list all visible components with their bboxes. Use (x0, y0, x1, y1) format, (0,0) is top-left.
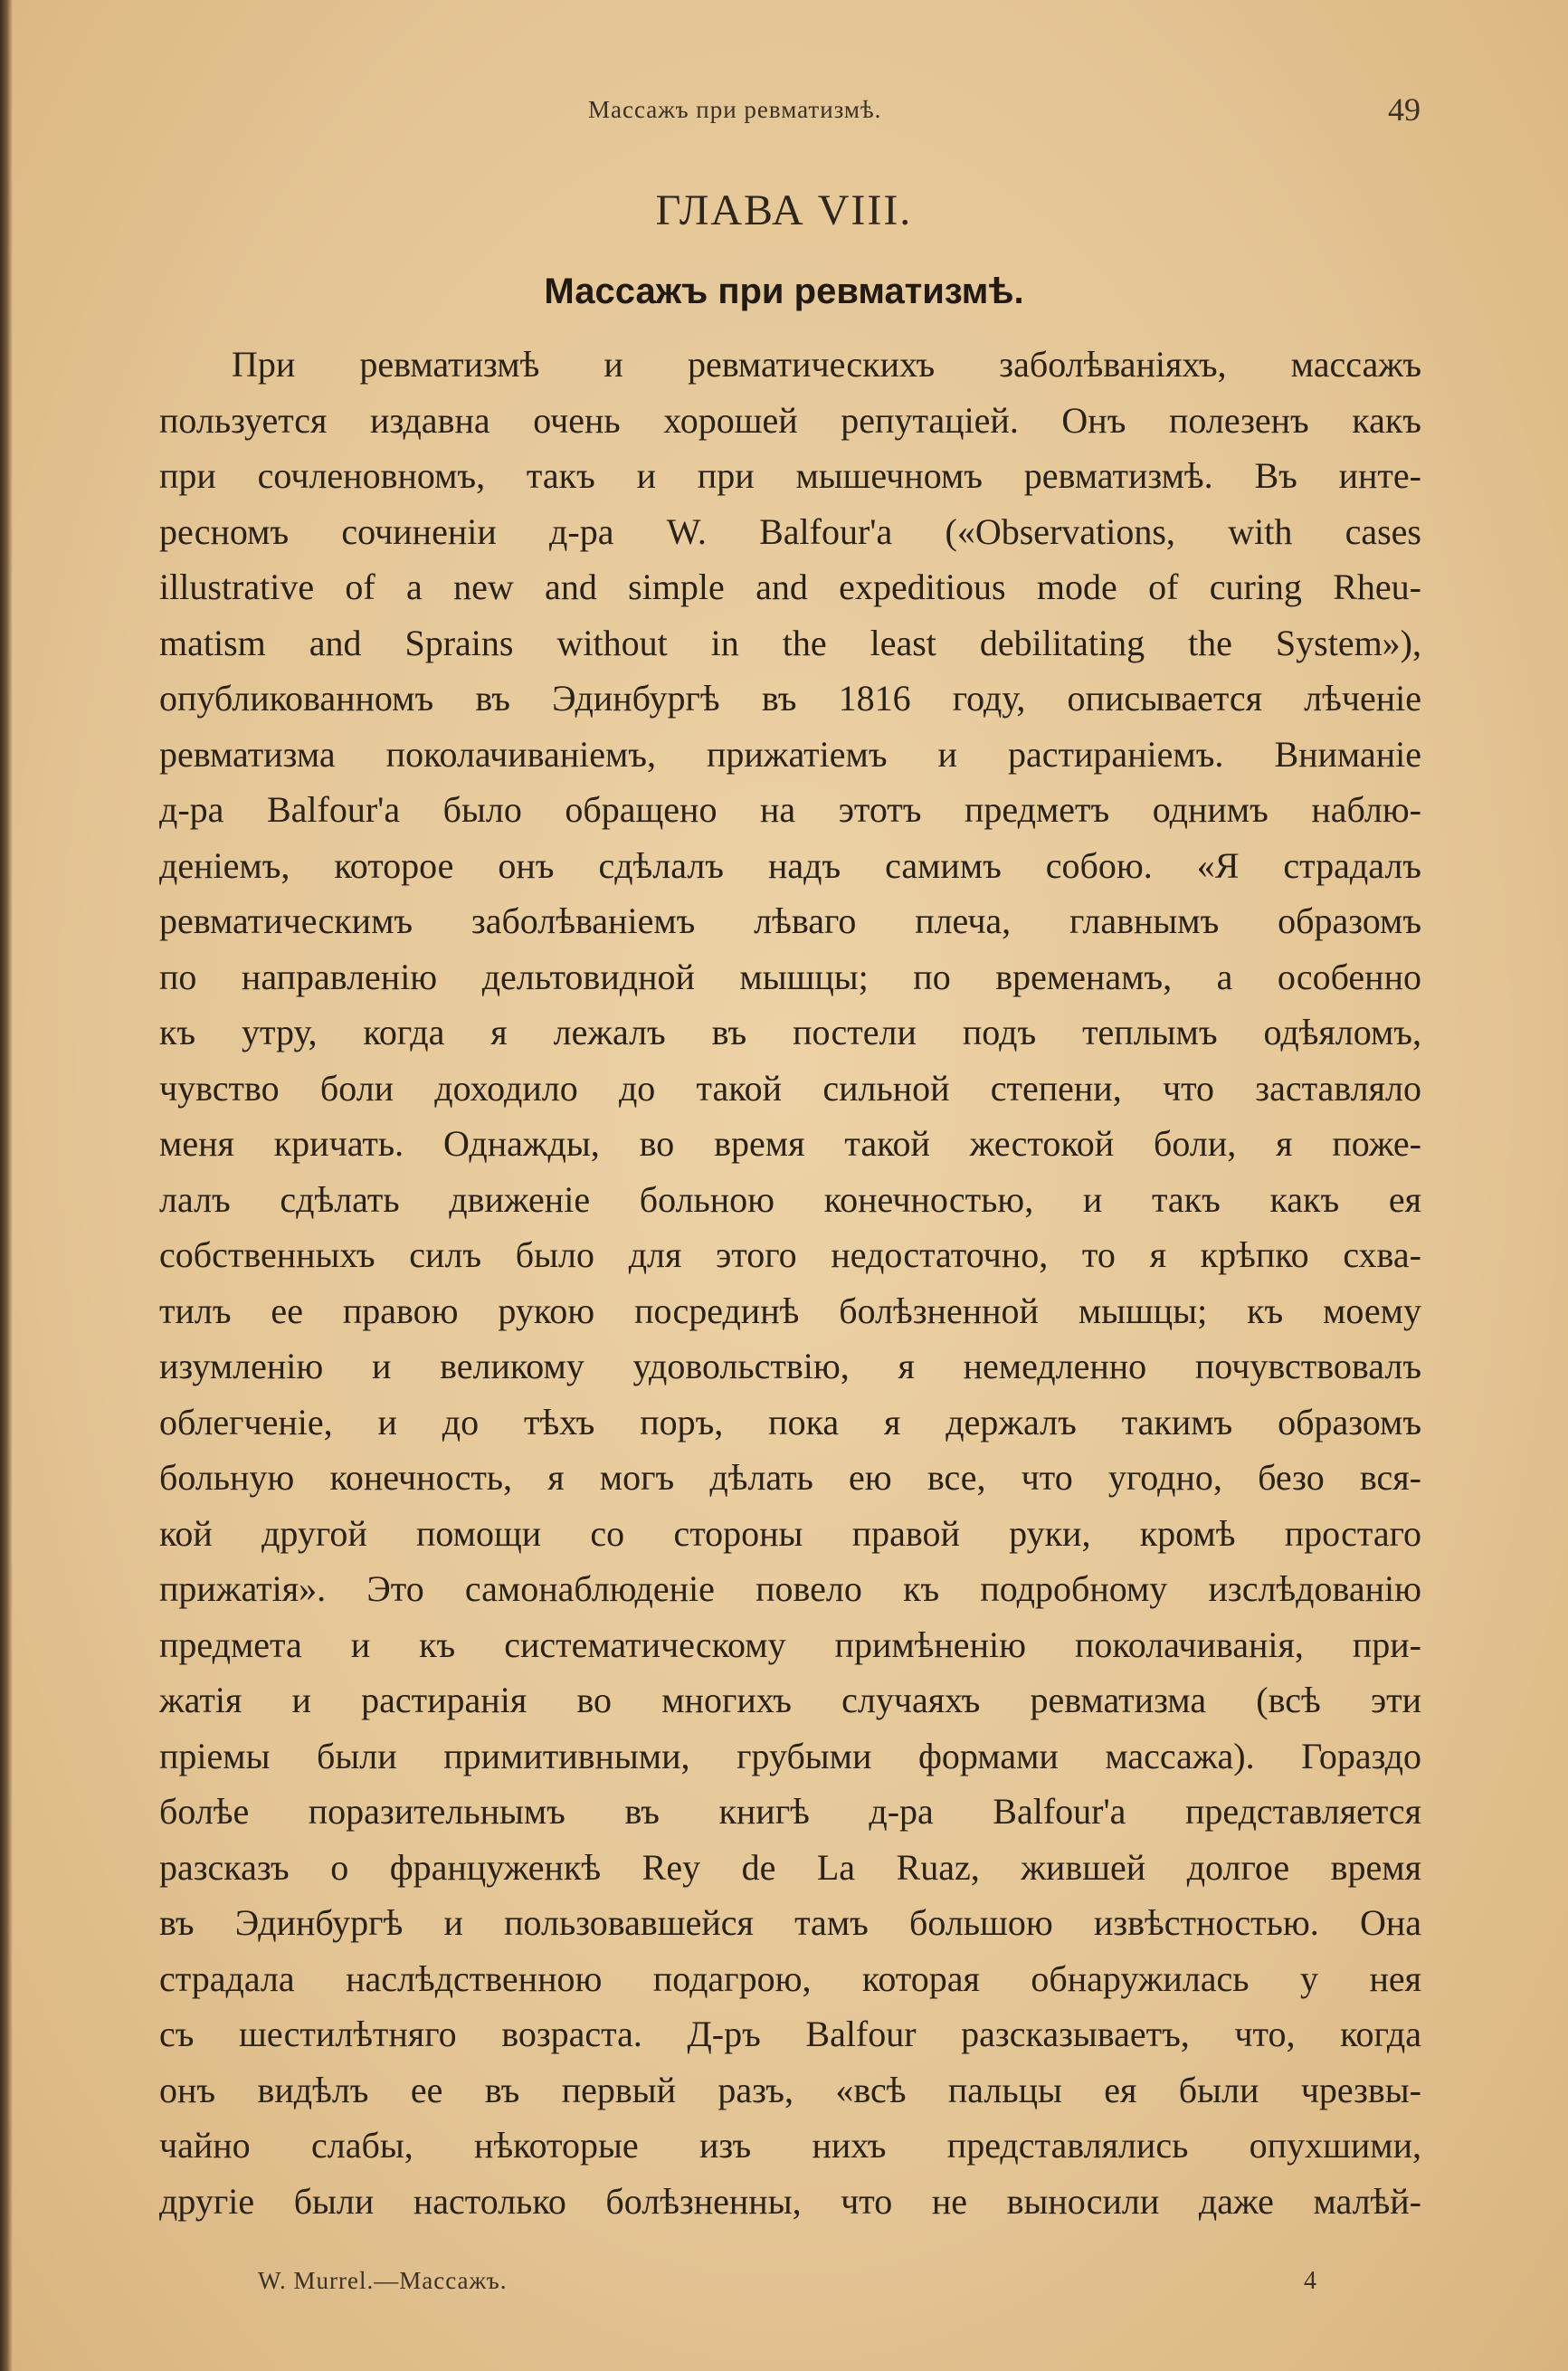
text-line: чувство боли доходило до такой сильной степени, что заставляло (159, 1067, 1421, 1109)
text-line: пользуется издавна очень хорошей репутаціей. Онъ полезенъ какъ (159, 399, 1421, 441)
text-line: больную конечность, я могъ дѣлать ею все, что угодно, безо вся- (159, 1457, 1421, 1498)
text-line: собственныхъ силъ было для этого недостаточно, то я крѣпко схва- (159, 1234, 1421, 1275)
text-line: пріемы были примитивными, грубыми формами массажа). Гораздо (159, 1735, 1421, 1776)
chapter-heading: ГЛАВА VIII. (655, 186, 913, 234)
text-line: по направленію дельтовидной мышцы; по временамъ, а особенно (159, 956, 1421, 997)
text-line: болѣе поразительнымъ въ книгѣ д-ра Balfour'а представляется (159, 1791, 1421, 1832)
text-line: лалъ сдѣлать движеніе больною конечностью, и такъ какъ ея (159, 1178, 1421, 1220)
page-binding-edge (0, 0, 13, 2371)
text-line: изумленію и великому удовольствію, я немедленно почувствовалъ (159, 1346, 1421, 1386)
text-line: жатія и растиранія во многихъ случаяхъ ревматизма (всѣ эти (159, 1680, 1421, 1720)
text-line: прижатія». Это самонаблюденіе повело къ подробному изслѣдованію (159, 1568, 1421, 1609)
running-title: Массажъ при ревматизмѣ. (588, 96, 882, 123)
text-line: illustrative of a new and simple and expeditious mode of curing Rheu- (159, 567, 1421, 607)
text-line: облегченіе, и до тѣхъ поръ, пока я держалъ такимъ образомъ (159, 1401, 1421, 1443)
text-line: кой другой помощи со стороны правой руки, кромѣ простаго (159, 1512, 1421, 1554)
text-line: д-ра Balfour'а было обращено на этотъ предметъ однимъ наблю- (159, 789, 1421, 830)
text-line: деніемъ, которое онъ сдѣлалъ надъ самимъ собою. «Я страдалъ (159, 844, 1421, 886)
footer-sheet-number: 4 (1304, 2267, 1316, 2295)
text-line: ревматическимъ заболѣваніемъ лѣваго плеча, главнымъ образомъ (159, 900, 1421, 941)
text-line: разсказъ о француженкѣ Rey de La Ruaz, жившей долгое время (159, 1846, 1421, 1888)
section-heading: Массажъ при ревматизмѣ. (544, 271, 1024, 311)
text-line: чайно слабы, нѣкоторые изъ нихъ представлялись опухшими, (159, 2125, 1421, 2166)
text-line: при сочленовномъ, такъ и при мышечномъ ревматизмѣ. Въ инте- (159, 455, 1421, 496)
text-line: другіе были настолько болѣзненны, что не выносили даже малѣй- (159, 2180, 1421, 2222)
text-line: въ Эдинбургѣ и пользовавшейся тамъ большою извѣстностью. Она (159, 1902, 1421, 1943)
text-line: При ревматизмѣ и ревматическихъ заболѣваніяхъ, массажъ (232, 344, 1421, 385)
text-line: опубликованномъ въ Эдинбургѣ въ 1816 году, описывается лѣченіе (159, 678, 1421, 719)
text-line: онъ видѣлъ ее въ первый разъ, «всѣ пальцы ея были чрезвы- (159, 2069, 1421, 2110)
text-line: ресномъ сочиненіи д-ра W. Balfour'а («Observations, with cases (159, 510, 1421, 552)
text-line: къ утру, когда я лежалъ въ постели подъ теплымъ одѣяломъ, (159, 1012, 1421, 1052)
text-line: страдала наслѣдственною подагрою, которая обнаружилась у нея (159, 1957, 1421, 1999)
text-line: съ шестилѣтняго возраста. Д-ръ Balfour разсказываетъ, что, когда (159, 2014, 1421, 2054)
text-line: меня кричать. Однажды, во время такой жестокой боли, я поже- (159, 1123, 1421, 1164)
text-line: ревматизма поколачиваніемъ, прижатіемъ и растираніемъ. Вниманіе (159, 733, 1421, 775)
text-line: тилъ ее правою рукою посрединѣ болѣзненной мышцы; къ моему (159, 1290, 1421, 1331)
body-text (159, 337, 1421, 2237)
text-line: предмета и къ систематическому примѣненію поколачиванія, при- (159, 1624, 1421, 1665)
text-line: matism and Sprains without in the least debilitating the System»), (159, 622, 1421, 663)
running-head (163, 90, 1421, 136)
page-footer (258, 2267, 1344, 2307)
page-number: 49 (1388, 91, 1421, 128)
footer-signature: W. Murrel.—Массажъ. (258, 2267, 508, 2294)
